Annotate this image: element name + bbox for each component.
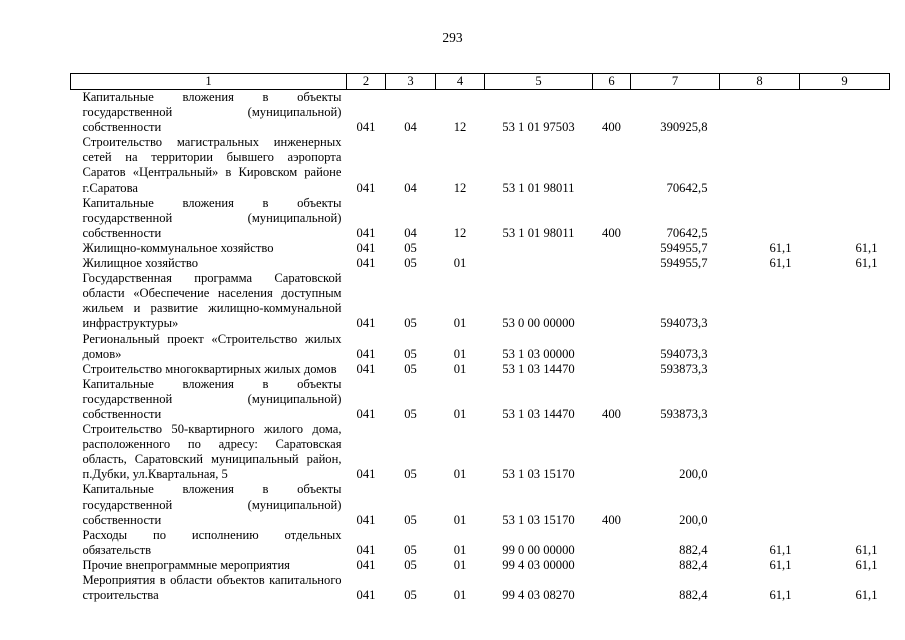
row-cell-col9 xyxy=(800,90,890,136)
row-cell-col7: 882,4 xyxy=(679,588,708,603)
row-cell-col7: 70642,5 xyxy=(666,225,708,240)
row-cell-col4: 01 xyxy=(453,316,467,331)
table-header-row xyxy=(71,74,890,90)
row-cell-col6 xyxy=(593,332,631,362)
row-cell-col5: 53 1 03 00000 xyxy=(502,346,575,361)
row-cell-col8 xyxy=(720,362,800,377)
row-cell-col2: 041 xyxy=(356,467,376,482)
row-cell-col5: 53 1 03 14470 xyxy=(502,361,575,376)
row-cell-col2: 041 xyxy=(356,240,376,255)
table-row xyxy=(71,332,890,362)
row-cell-col6 xyxy=(593,573,631,603)
row-cell-col4: 12 xyxy=(453,225,467,240)
table-row xyxy=(71,422,890,482)
row-cell-col2: 041 xyxy=(356,180,376,195)
row-name: Региональный проект «Строительство жилых домов» xyxy=(82,331,342,361)
row-cell-col3: 05 xyxy=(404,406,417,421)
table-row xyxy=(71,90,890,136)
row-cell-col4: 01 xyxy=(453,557,467,572)
row-cell-col8 xyxy=(720,196,800,241)
row-cell-col9: 61,1 xyxy=(855,557,878,572)
row-cell-col5: 99 0 00 00000 xyxy=(502,542,575,557)
column-header-5: 5 xyxy=(485,74,593,90)
row-cell-col2: 041 xyxy=(356,256,376,271)
row-cell-col8: 61,1 xyxy=(769,240,792,255)
row-name: Расходы по исполнению отдельных обязательств xyxy=(82,527,342,557)
row-cell-col2: 041 xyxy=(356,588,376,603)
row-cell-col8 xyxy=(720,271,800,331)
row-cell-col5: 99 4 03 00000 xyxy=(502,557,575,572)
row-cell-col4 xyxy=(436,241,485,256)
row-cell-col3: 05 xyxy=(404,256,417,271)
row-cell-col3: 04 xyxy=(404,180,417,195)
row-name: Прочие внепрограммные мероприятия xyxy=(82,557,290,572)
row-cell-col3: 05 xyxy=(404,346,417,361)
column-header-7: 7 xyxy=(631,74,720,90)
row-cell-col6 xyxy=(593,241,631,256)
row-cell-col2: 041 xyxy=(356,557,376,572)
row-cell-col5: 53 1 03 14470 xyxy=(502,406,575,421)
budget-table xyxy=(70,73,890,603)
row-name: Мероприятия в области объектов капитального строительства xyxy=(82,573,342,603)
row-cell-col3: 04 xyxy=(404,120,417,135)
row-cell-col9: 61,1 xyxy=(855,542,878,557)
table-row xyxy=(71,135,890,195)
row-cell-col9 xyxy=(800,135,890,195)
row-cell-col3: 05 xyxy=(404,240,417,255)
row-cell-col7: 593873,3 xyxy=(660,406,708,421)
row-cell-col3: 05 xyxy=(404,316,417,331)
row-cell-col6 xyxy=(593,135,631,195)
row-cell-col6 xyxy=(593,362,631,377)
row-cell-col4: 01 xyxy=(453,542,467,557)
row-cell-col9: 61,1 xyxy=(855,588,878,603)
table-row xyxy=(71,482,890,527)
row-cell-col9 xyxy=(800,422,890,482)
row-cell-col2: 041 xyxy=(356,361,376,376)
row-name: Капитальные вложения в объекты государственной (муниципальной) собственности xyxy=(82,482,342,527)
row-cell-col8 xyxy=(720,482,800,527)
row-cell-col3: 05 xyxy=(404,467,417,482)
row-cell-col8 xyxy=(720,135,800,195)
row-cell-col6: 400 xyxy=(602,120,621,135)
column-header-1: 1 xyxy=(71,74,347,90)
column-header-3: 3 xyxy=(386,74,436,90)
row-cell-col2: 041 xyxy=(356,120,376,135)
row-cell-col9 xyxy=(800,362,890,377)
row-cell-col3: 05 xyxy=(404,557,417,572)
row-cell-col6: 400 xyxy=(602,225,621,240)
row-name: Капитальные вложения в объекты государственной (муниципальной) собственности xyxy=(82,90,342,135)
table-header xyxy=(71,74,890,90)
row-cell-col3: 05 xyxy=(404,361,417,376)
row-cell-col3: 05 xyxy=(404,542,417,557)
row-name: Государственная программа Саратовской области «Обеспечение населения доступным жильем и развитие жилищно-коммунальной инфраструктуры» xyxy=(82,271,342,331)
row-cell-col7: 594073,3 xyxy=(660,346,708,361)
row-cell-col4: 01 xyxy=(453,346,467,361)
row-cell-col6: 400 xyxy=(602,406,621,421)
row-cell-col5: 53 1 03 15170 xyxy=(502,467,575,482)
row-cell-col8 xyxy=(720,90,800,136)
table-row xyxy=(71,558,890,573)
row-cell-col4: 01 xyxy=(453,256,467,271)
row-name: Строительство многоквартирных жилых домов xyxy=(82,361,337,376)
table-row xyxy=(71,196,890,241)
row-name: Строительство 50-квартирного жилого дома, расположенного по адресу: Саратовская область, Саратовский муниципальный район, п.Дубки, ул.Квартальная, 5 xyxy=(82,422,342,482)
row-cell-col9 xyxy=(800,377,890,422)
row-cell-col9 xyxy=(800,196,890,241)
row-cell-col2: 041 xyxy=(356,316,376,331)
row-name: Строительство магистральных инженерных сетей на территории бывшего аэропорта Саратов «Центральный» в Кировском районе г.Саратова xyxy=(82,135,342,195)
row-cell-col9 xyxy=(800,332,890,362)
row-cell-col5: 53 1 01 97503 xyxy=(502,120,575,135)
row-cell-col4: 01 xyxy=(453,467,467,482)
row-cell-col7: 594073,3 xyxy=(660,316,708,331)
row-name: Капитальные вложения в объекты государственной (муниципальной) собственности xyxy=(82,376,342,421)
table-row xyxy=(71,256,890,271)
row-cell-col3: 05 xyxy=(404,588,417,603)
row-cell-col4: 12 xyxy=(453,180,467,195)
row-cell-col8: 61,1 xyxy=(769,256,792,271)
row-cell-col8: 61,1 xyxy=(769,557,792,572)
row-cell-col2: 041 xyxy=(356,406,376,421)
table-row xyxy=(71,362,890,377)
row-cell-col8 xyxy=(720,332,800,362)
row-cell-col2: 041 xyxy=(356,346,376,361)
row-cell-col7: 594955,7 xyxy=(660,256,708,271)
row-cell-col7: 593873,3 xyxy=(660,361,708,376)
column-header-2: 2 xyxy=(347,74,386,90)
row-cell-col8: 61,1 xyxy=(769,542,792,557)
row-cell-col2: 041 xyxy=(356,225,376,240)
table-row xyxy=(71,271,890,331)
row-cell-col8 xyxy=(720,377,800,422)
table-row xyxy=(71,377,890,422)
row-cell-col4: 01 xyxy=(453,512,467,527)
row-cell-col4: 01 xyxy=(453,406,467,421)
row-cell-col6: 400 xyxy=(602,512,621,527)
row-cell-col9 xyxy=(800,271,890,331)
row-cell-col4: 01 xyxy=(453,588,467,603)
row-cell-col5 xyxy=(485,241,593,256)
row-cell-col9: 61,1 xyxy=(855,256,878,271)
row-cell-col7: 882,4 xyxy=(679,542,708,557)
row-name: Жилищное хозяйство xyxy=(82,256,199,271)
row-cell-col8: 61,1 xyxy=(769,588,792,603)
row-cell-col7: 200,0 xyxy=(679,467,708,482)
row-cell-col9 xyxy=(800,482,890,527)
row-cell-col2: 041 xyxy=(356,512,376,527)
table-body xyxy=(71,90,890,604)
row-cell-col6 xyxy=(593,558,631,573)
column-header-8: 8 xyxy=(720,74,800,90)
row-cell-col4: 12 xyxy=(453,120,467,135)
row-name: Капитальные вложения в объекты государственной (муниципальной) собственности xyxy=(82,195,342,240)
table-row xyxy=(71,241,890,256)
column-header-6: 6 xyxy=(593,74,631,90)
row-cell-col3: 04 xyxy=(404,225,417,240)
row-cell-col7: 70642,5 xyxy=(666,180,708,195)
row-cell-col5: 53 1 03 15170 xyxy=(502,512,575,527)
row-cell-col6 xyxy=(593,271,631,331)
table-row xyxy=(71,528,890,558)
table-row xyxy=(71,573,890,603)
row-cell-col8 xyxy=(720,422,800,482)
row-name: Жилищно-коммунальное хозяйство xyxy=(82,240,274,255)
row-cell-col5 xyxy=(485,256,593,271)
row-cell-col6 xyxy=(593,422,631,482)
row-cell-col9: 61,1 xyxy=(855,240,878,255)
row-cell-col3: 05 xyxy=(404,512,417,527)
row-cell-col2: 041 xyxy=(356,542,376,557)
row-cell-col7: 594955,7 xyxy=(660,240,708,255)
row-cell-col5: 53 0 00 00000 xyxy=(502,316,575,331)
row-cell-col5: 53 1 01 98011 xyxy=(502,225,575,240)
column-header-4: 4 xyxy=(436,74,485,90)
row-cell-col7: 200,0 xyxy=(679,512,708,527)
row-cell-col5: 53 1 01 98011 xyxy=(502,180,575,195)
row-cell-col5: 99 4 03 08270 xyxy=(502,588,575,603)
row-cell-col7: 390925,8 xyxy=(660,120,708,135)
row-cell-col6 xyxy=(593,528,631,558)
column-header-9: 9 xyxy=(800,74,890,90)
row-cell-col6 xyxy=(593,256,631,271)
page-number: 293 xyxy=(442,30,463,45)
row-cell-col4: 01 xyxy=(453,361,467,376)
row-cell-col7: 882,4 xyxy=(679,557,708,572)
